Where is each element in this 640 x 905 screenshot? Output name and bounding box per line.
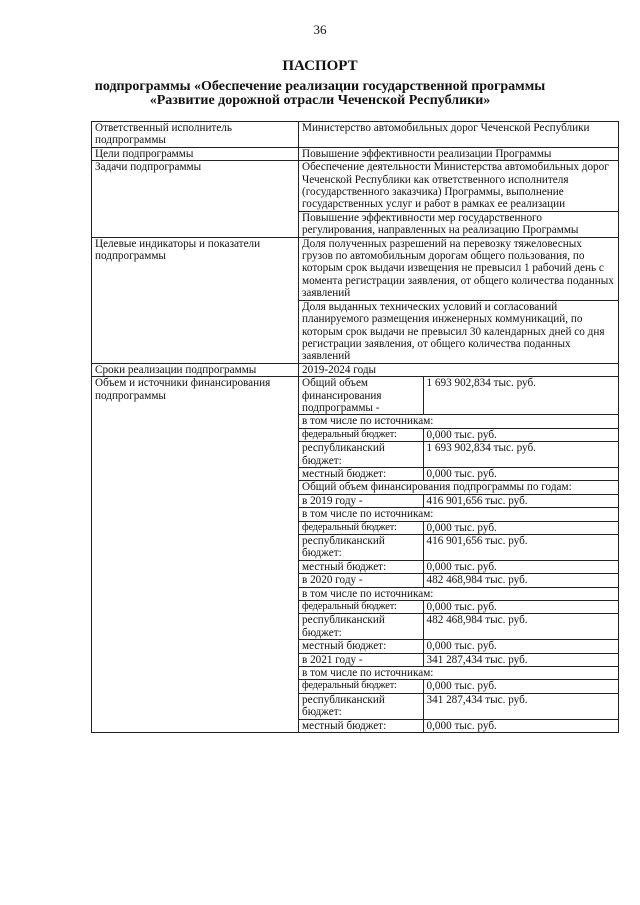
row-goals	[92, 147, 619, 160]
year-2020-local-label: местный бюджет:	[299, 640, 423, 653]
year-2019-federal-label: федеральный бюджет:	[299, 521, 423, 534]
label-indicators: Целевые индикаторы и показатели подпрограммы	[92, 237, 299, 363]
label-funding: Объем и источники финансирования подпрограммы	[92, 377, 299, 733]
funding-republic-label: республиканский бюджет:	[299, 442, 423, 468]
year-2021-label: в 2021 году -	[299, 653, 423, 666]
funding-federal-value: 0,000 тыс. руб.	[423, 428, 618, 441]
year-2021-local-value: 0,000 тыс. руб.	[423, 719, 618, 732]
value-funding	[299, 377, 619, 733]
label-executor: Ответственный исполнитель подпрограммы	[92, 122, 299, 148]
year-2020-republic-value: 482 468,984 тыс. руб.	[423, 614, 618, 640]
year-2021-value: 341 287,434 тыс. руб.	[423, 653, 618, 666]
value-indicators	[299, 237, 619, 363]
passport-table	[91, 121, 619, 733]
year-2019-local-label: местный бюджет:	[299, 560, 423, 573]
indicator-item-1: Доля полученных разрешений на перевозку тяжеловесных грузов по автомобильным дорогам общего пользования, по которым срок выдачи извещения не превысил 1 рабочий день с момента регистрации заявления, от общего количества поданных заявлений	[302, 237, 614, 300]
task-item-2: Повышение эффективности мер государственного регулирования, направленных на реализацию Программы	[299, 211, 618, 237]
year-2021-republic-label: республиканский бюджет:	[299, 693, 423, 719]
year-2020-federal-value: 0,000 тыс. руб.	[423, 601, 618, 614]
funding-table	[299, 377, 618, 732]
label-tasks: Задачи подпрограммы	[92, 161, 299, 237]
label-goals: Цели подпрограммы	[92, 147, 299, 160]
funding-total-label: Общий объем финансирования подпрограммы -	[299, 377, 423, 415]
year-2020-label: в 2020 году -	[299, 574, 423, 587]
value-tasks	[299, 161, 619, 237]
year-2019-local-value: 0,000 тыс. руб.	[423, 560, 618, 573]
year-2019-republic-value: 416 901,656 тыс. руб.	[423, 535, 618, 561]
row-funding	[92, 377, 619, 733]
funding-total-value: 1 693 902,834 тыс. руб.	[423, 377, 618, 415]
year-2021-by-sources: в том числе по источникам:	[299, 667, 618, 680]
year-2021-federal-label: федеральный бюджет:	[299, 680, 423, 693]
funding-republic-value: 1 693 902,834 тыс. руб.	[423, 442, 618, 468]
value-period: 2019-2024 годы	[299, 363, 619, 376]
row-indicators	[92, 237, 619, 363]
year-2020-local-value: 0,000 тыс. руб.	[423, 640, 618, 653]
value-executor: Министерство автомобильных дорог Чеченской Республики	[299, 122, 619, 148]
row-executor	[92, 122, 619, 148]
year-2020-republic-label: республиканский бюджет:	[299, 614, 423, 640]
row-period	[92, 363, 619, 376]
funding-by-years: Общий объем финансирования подпрограммы по годам:	[299, 481, 618, 494]
subtitle-line-2: «Развитие дорожной отрасли Чеченской Республики»	[149, 93, 491, 108]
year-2020-by-sources: в том числе по источникам:	[299, 587, 618, 600]
document-title: ПАСПОРТ	[282, 58, 358, 74]
funding-by-sources: в том числе по источникам:	[299, 415, 618, 428]
indicator-item-2: Доля выданных технических условий и согласований планируемого размещения инженерных коммуникаций, по которым срок выдачи не превысил 30 календарных дней со дня регистрации заявления, от общего количества поданных заявлений	[299, 300, 618, 363]
funding-federal-label: федеральный бюджет:	[299, 428, 423, 441]
year-2019-republic-label: республиканский бюджет:	[299, 535, 423, 561]
year-2020-value: 482 468,984 тыс. руб.	[423, 574, 618, 587]
year-2021-local-label: местный бюджет:	[299, 719, 423, 732]
year-2019-value: 416 901,656 тыс. руб.	[423, 494, 618, 507]
year-2021-federal-value: 0,000 тыс. руб.	[423, 680, 618, 693]
funding-local-value: 0,000 тыс. руб.	[423, 467, 618, 480]
page-number: 36	[313, 22, 327, 37]
funding-local-label: местный бюджет:	[299, 467, 423, 480]
year-2019-label: в 2019 году -	[299, 494, 423, 507]
year-2021-republic-value: 341 287,434 тыс. руб.	[423, 693, 618, 719]
subtitle-line-1: подпрограммы «Обеспечение реализации государственной программы	[94, 79, 546, 94]
row-tasks	[92, 161, 619, 237]
year-2020-federal-label: федеральный бюджет:	[299, 601, 423, 614]
value-goals: Повышение эффективности реализации Программы	[299, 147, 619, 160]
label-period: Сроки реализации подпрограммы	[92, 363, 299, 376]
document-subtitle	[60, 80, 580, 108]
task-item-1: Обеспечение деятельности Министерства автомобильных дорог Чеченской Республики как ответственного исполнителя (государственного заказчика) Программы, выполнение государственных услуг и работ в рамках ее реализации	[302, 161, 609, 211]
year-2019-by-sources: в том числе по источникам:	[299, 508, 618, 521]
year-2019-federal-value: 0,000 тыс. руб.	[423, 521, 618, 534]
